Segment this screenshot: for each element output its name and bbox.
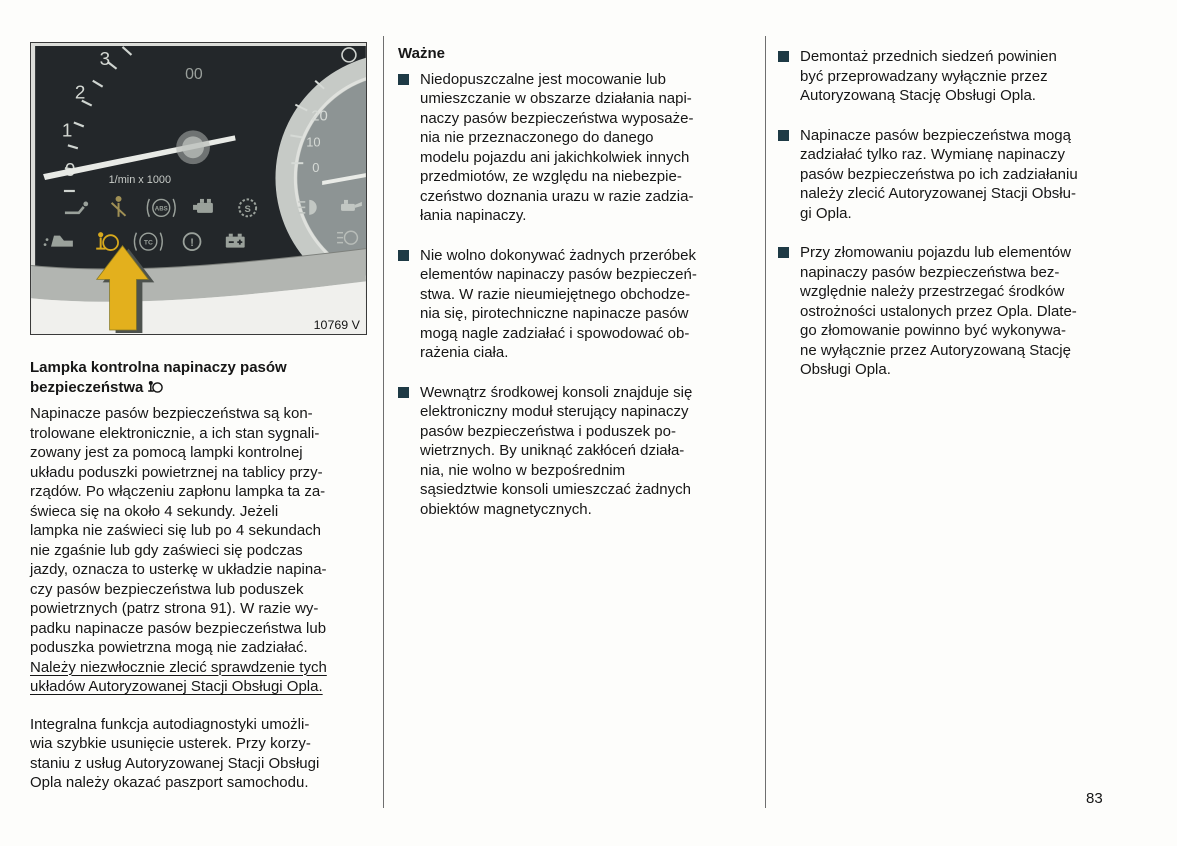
left-paragraph-1-underlined: Należy niezwłocznie zlecić sprawdzenie tych układów Autoryzowanej Stacji Obsługi Opla. bbox=[30, 658, 327, 695]
list-item bbox=[778, 47, 1138, 106]
speedometer-number-0: 0 bbox=[312, 160, 320, 176]
tachometer-unit-label: 1/min x 1000 bbox=[108, 174, 172, 187]
sport-label: S bbox=[244, 202, 251, 214]
bullet-square-icon bbox=[778, 130, 789, 141]
left-column bbox=[30, 358, 378, 793]
right-column bbox=[778, 47, 1138, 380]
instrument-cluster-photo bbox=[31, 43, 366, 334]
tachometer-number-3: 3 bbox=[99, 47, 111, 69]
speedometer-number-10: 10 bbox=[306, 134, 321, 150]
important-heading: Ważne bbox=[398, 45, 445, 62]
bullet-text: Demontaż przednich siedzeń powinien być przeprowadzany wyłącznie przez Autoryzowaną Stację Obsługi Opla. bbox=[800, 48, 1057, 104]
column-divider-left bbox=[383, 36, 384, 808]
bullet-text: Nie wolno dokonywać żadnych przeróbek elementów napinaczy pasów bezpieczeń- stwa. W razie nieumiejętnego obchodze- nia się, pirotechniczne napinacze pasów mogą nagle zadziałać i spowodować ob- rażenia ciała. bbox=[420, 246, 697, 361]
left-paragraph-2: Integralna funkcja autodiagnostyki umożli- wia szybkie usunięcie usterek. Przy korzy- staniu z usług Autoryzowanej Stacji Obsługi Opla należy okazać paszport samochodu. bbox=[30, 715, 320, 791]
bullet-square-icon bbox=[778, 51, 789, 62]
needle-hub bbox=[182, 136, 204, 158]
tachometer-number-2: 2 bbox=[74, 81, 86, 103]
section-heading bbox=[30, 358, 378, 399]
left-paragraph-1: Napinacze pasów bezpieczeństwa są kon- trolowane elektronicznie, a ich stan sygnali- zowany jest za pomocą lampki kontrolnej układu poduszki powietrznej na tablicy przy- rządów. Po włączeniu zapłonu lampka ta za- świeca się na około 4 sekundy. Jeżeli lampka nie zaświeci się lub po 4 sekundach nie zgaśnie lub gdy zaświeci się podczas jazdy, oznacza to usterkę w układzie napina- czy pasów bezpieczeństwa lub poduszek powietrznych (patrz strona 91). W razie wy- padku napinacze pasów bezpieczeństwa lub poduszka powietrzna mogą nie zadziałać. bbox=[30, 405, 327, 656]
figure-caption: 10769 V bbox=[313, 318, 360, 333]
airbag-warning-icon bbox=[147, 380, 163, 400]
bullet-text: Niedopuszczalne jest mocowanie lub umieszczanie w obszarze działania napi- naczy pasów bezpieczeństwa wyposaże- nia nie przeznaczonego do danego modelu pojazdu ani jakichkolwiek innych przedmiotów, ze względu na niebezpie- czeństwo doznania urazu w razie zadzia- łania napinaczy. bbox=[420, 70, 694, 224]
tc-label: TC bbox=[143, 239, 153, 247]
bullet-text: Przy złomowaniu pojazdu lub elementów napinaczy pasów bezpieczeństwa bez- względnie należy przestrzegać środków ostrożności ustalonych przez Opla. Dlate- go złomowanie powinno być wykonywa- ne wyłącznie przez Autoryzowaną Stację Obsługi Opla. bbox=[800, 244, 1077, 378]
tachometer-number-1: 1 bbox=[61, 119, 73, 141]
section-heading-text: Lampka kontrolna napinaczy pasów bezpieczeństwa bbox=[30, 359, 287, 396]
bullet-square-icon bbox=[398, 250, 409, 261]
bullet-square-icon bbox=[778, 247, 789, 258]
list-item bbox=[398, 246, 750, 363]
page-number: 83 bbox=[1086, 790, 1103, 807]
bullet-square-icon bbox=[398, 387, 409, 398]
abs-label: ABS bbox=[154, 205, 168, 213]
instrument-cluster-figure bbox=[30, 42, 367, 335]
middle-column bbox=[398, 44, 750, 519]
list-item bbox=[778, 126, 1138, 224]
bullet-square-icon bbox=[398, 74, 409, 85]
cluster-top-indicator: 00 bbox=[185, 65, 203, 83]
list-item bbox=[398, 70, 750, 226]
speedometer-number-20: 20 bbox=[311, 108, 328, 125]
bullet-text: Napinacze pasów bezpieczeństwa mogą zadziałać tylko raz. Wymianę napinaczy pasów bezpieczeństwa po ich zadziałaniu należy zlecić Autoryzowanej Stacji Obsłu- gi Opla. bbox=[800, 126, 1078, 222]
column-divider-right bbox=[765, 36, 766, 808]
list-item bbox=[778, 243, 1138, 380]
brake-label: ! bbox=[190, 237, 194, 250]
bullet-text: Wewnątrz środkowej konsoli znajduje się elektroniczny moduł sterujący napinaczy pasów bezpieczeństwa i poduszek po- wietrznych. By uniknąć zakłóceń działa- nia, nie wolno w bezpośrednim sąsiedztwie konsoli umieszczać żadnych obiektów magnetycznych. bbox=[420, 383, 693, 518]
list-item bbox=[398, 383, 750, 520]
